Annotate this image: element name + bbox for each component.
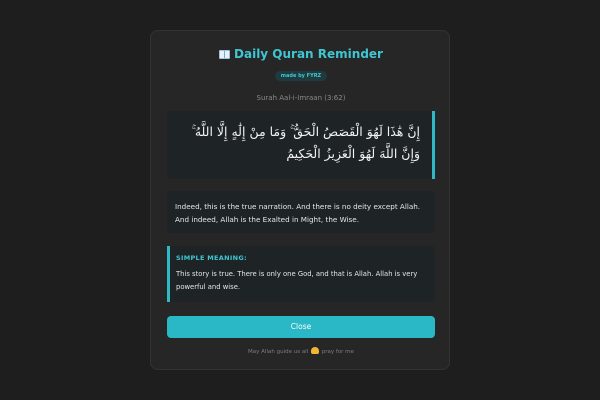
title-text: Daily Quran Reminder: [234, 47, 383, 61]
author-badge: made by FYRZ: [275, 71, 327, 81]
simple-meaning-text: This story is true. There is only one God, and that is Allah. Allah is very powerful and wise.: [176, 270, 418, 291]
reminder-card: [150, 30, 450, 370]
footer-suffix: pray for me: [321, 349, 354, 355]
praying-hands-icon: [311, 347, 319, 354]
arabic-verse: إِنَّ هَٰذَا لَهُوَ الْقَصَصُ الْحَقُّ ۚ وَمَا مِنْ إِلَٰهٍ إِلَّا اللَّهُ ۚ وَإِنَّ اللَّهَ لَهُوَ الْعَزِيزُ الْحَكِيمُ: [167, 111, 435, 179]
translation-text: Indeed, this is the true narration. And there is no deity except Allah. And indeed, Allah is the Exalted in Might, the Wise.: [167, 191, 435, 233]
close-button[interactable]: Close: [167, 316, 435, 338]
simple-meaning-heading: SIMPLE MEANING:: [176, 254, 247, 262]
page-title: [151, 47, 451, 61]
surah-reference: Surah Aal-i-Imraan (3:62): [256, 94, 346, 102]
simple-meaning-panel: [167, 246, 435, 302]
footer-prefix: May Allah guide us all: [248, 349, 309, 355]
open-book-icon: [219, 50, 230, 59]
footer-note: [151, 347, 451, 355]
